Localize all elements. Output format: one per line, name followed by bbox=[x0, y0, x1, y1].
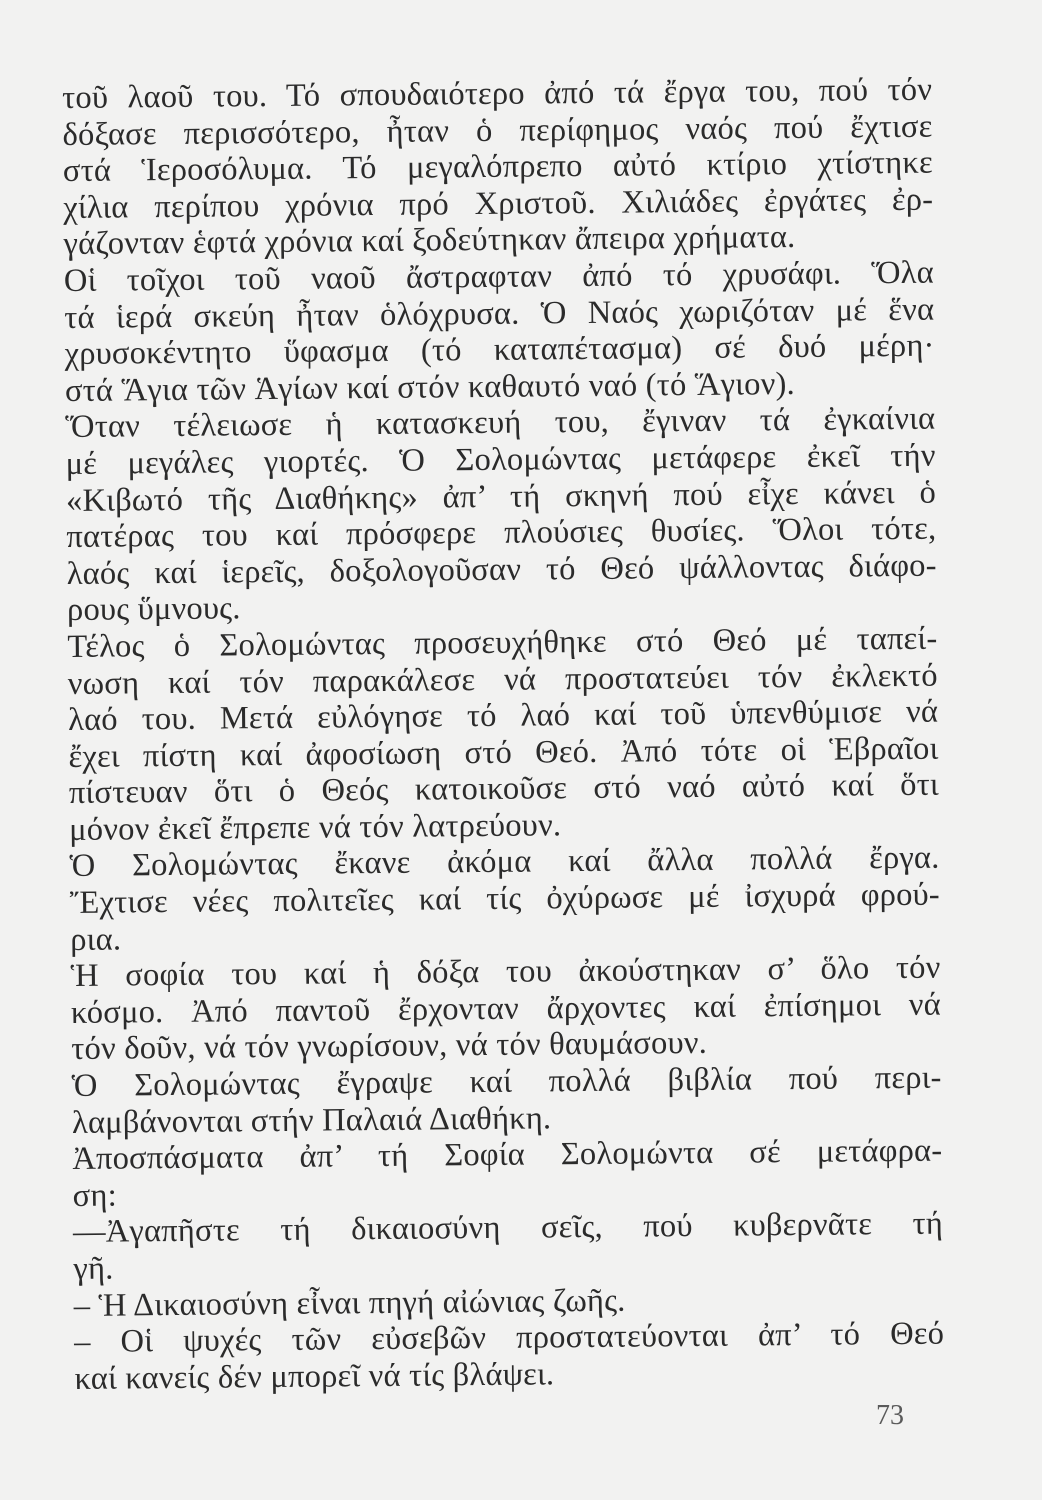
text-line: νωση καί τόν παρακάλεσε νά προστατεύει τόν ἐκλεκτό bbox=[67, 657, 938, 702]
body-text bbox=[62, 72, 945, 1398]
text-line: ἔχει πίστη καί ἀφοσίωση στό Θεό. Ἀπό τότε οἱ Ἑβραῖοι bbox=[68, 730, 939, 775]
text-line: λαός καί ἱερεῖς, δοξολογοῦσαν τό Θεό ψάλλοντας διάφο- bbox=[66, 547, 937, 592]
text-line: Τέλος ὁ Σολομώντας προσευχήθηκε στό Θεό μέ ταπεί- bbox=[67, 620, 938, 665]
text-line: τά ἱερά σκεύη ἦταν ὁλόχρυσα. Ὁ Ναός χωριζόταν μέ ἕνα bbox=[64, 291, 935, 336]
text-line: πίστευαν ὅτι ὁ Θεός κατοικοῦσε στό ναό αὐτό καί ὅτι bbox=[68, 766, 939, 812]
text-line: Ὅταν τέλειωσε ἡ κατασκευή του, ἔγιναν τά ἐγκαίνια bbox=[65, 400, 936, 446]
text-line: Ὁ Σολομώντας ἔγραψε καί πολλά βιβλία πού περι- bbox=[71, 1059, 942, 1104]
text-line: ρους ὕμνους. bbox=[66, 590, 241, 629]
text-line: ρια. bbox=[70, 921, 122, 958]
text-line: στά Ἱεροσόλυμα. Τό μεγαλόπρεπο αὐτό κτίριο χτίστηκε bbox=[62, 144, 934, 190]
text-line: τόν δοῦν, νά τόν γνωρίσουν, νά τόν θαυμάσουν. bbox=[71, 1025, 708, 1068]
text-line: χίλια περίπου χρόνια πρό Χριστοῦ. Χιλιάδες ἐργάτες ἐρ- bbox=[63, 181, 934, 226]
text-line: γάζονταν ἑφτά χρόνια καί ξοδεύτηκαν ἄπειρα χρήματα. bbox=[63, 219, 796, 263]
text-line: καί κανείς δέν μπορεῖ νά τίς βλάψει. bbox=[74, 1356, 555, 1397]
text-line: Ἀποσπάσματα ἀπ’ τή Σοφία Σολομώντα σέ μετάφρα- bbox=[72, 1132, 943, 1178]
text-line: κόσμο. Ἀπό παντοῦ ἔρχονταν ἄρχοντες καί ἐπίσημοι νά bbox=[70, 986, 942, 1031]
page-number: 73 bbox=[876, 1400, 904, 1431]
text-line: λαμβάνονται στήν Παλαιά Διαθήκη. bbox=[71, 1099, 552, 1141]
text-line: ση: bbox=[72, 1177, 118, 1214]
text-line: δόξασε περισσότερο, ἦταν ὁ περίφημος ναός πού ἔχτισε bbox=[62, 108, 933, 153]
text-line: γῆ. bbox=[73, 1250, 114, 1287]
text-line: μέ μεγάλες γιορτές. Ὁ Σολομώντας μετάφερε ἐκεῖ τήν bbox=[65, 437, 936, 482]
text-line: λαό του. Μετά εὐλόγησε τό λαό καί τοῦ ὑπενθύμισε νά bbox=[67, 693, 939, 739]
text-line: Ὁ Σολομώντας ἔκανε ἀκόμα καί ἄλλα πολλά ἔργα. bbox=[69, 840, 940, 885]
text-line: —Ἀγαπῆστε τή δικαιοσύνη σεῖς, πού κυβερνᾶτε τή bbox=[72, 1206, 944, 1251]
text-line: – Ἡ Δικαιοσύνη εἶναι πηγή αἰώνιας ζωῆς. bbox=[73, 1282, 626, 1324]
text-line: – Οἱ ψυχές τῶν εὐσεβῶν προστατεύονται ἀπ’ τό Θεό bbox=[73, 1315, 945, 1361]
text-line: τοῦ λαοῦ του. Τό σπουδαιότερο ἀπό τά ἔργα του, πού τόν bbox=[62, 71, 933, 116]
text-line: Ἔχτισε νέες πολιτεῖες καί τίς ὀχύρωσε μέ ἰσχυρά φρού- bbox=[69, 876, 941, 922]
text-line: στά Ἅγια τῶν Ἁγίων καί στόν καθαυτό ναό (τό Ἅγιον). bbox=[64, 365, 796, 409]
text-line: «Κιβωτό τῆς Διαθήκης» ἀπ’ τή σκηνή πού εἶχε κάνει ὁ bbox=[65, 474, 937, 519]
text-line: χρυσοκέντητο ὕφασμα (τό καταπέτασμα) σέ δυό μέρη· bbox=[64, 327, 935, 373]
text-line: Ἡ σοφία του καί ἡ δόξα του ἀκούστηκαν σ’ ὅλο τόν bbox=[70, 949, 941, 995]
text-line: πατέρας του καί πρόσφερε πλούσιες θυσίες. Ὅλοι τότε, bbox=[66, 510, 937, 556]
text-line: Οἱ τοῖχοι τοῦ ναοῦ ἄστραφταν ἀπό τό χρυσάφι. Ὅλα bbox=[63, 254, 935, 299]
text-line: μόνον ἐκεῖ ἔπρεπε νά τόν λατρεύουν. bbox=[69, 807, 562, 848]
